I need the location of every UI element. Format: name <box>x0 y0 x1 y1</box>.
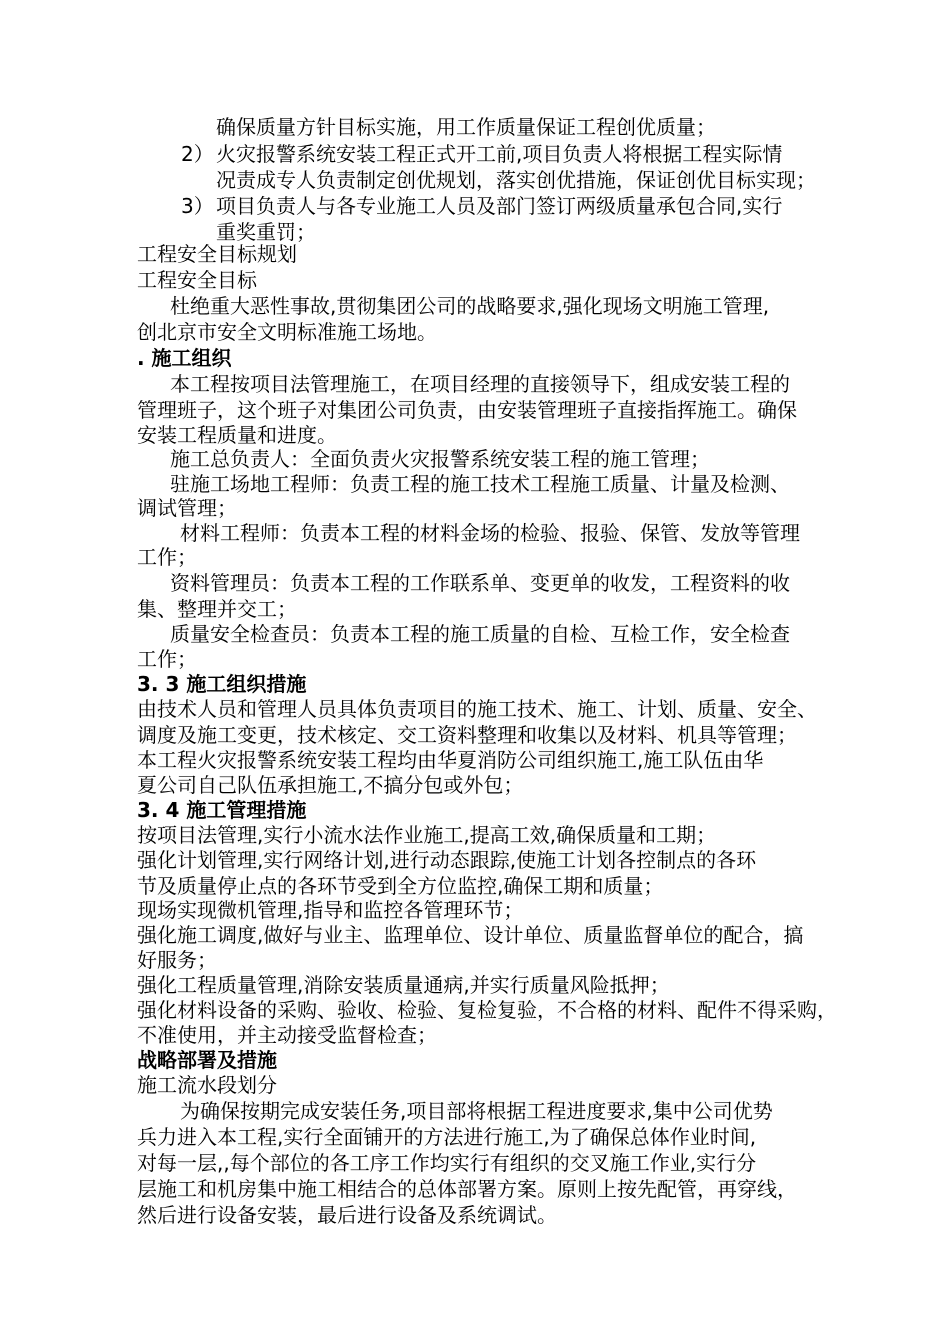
paragraph-line: 然后进行设备安装，最后进行设备及系统调试。 <box>137 1203 557 1227</box>
paragraph-line: 为确保按期完成安装任务,项目部将根据工程进度要求,集中公司优势 <box>180 1099 773 1123</box>
paragraph-line: 由技术人员和管理人员具体负责项目的施工技术、施工、计划、质量、安全、 <box>137 697 817 721</box>
paragraph-line: 质量安全检查员：负责本工程的施工质量的自检、互检工作，安全检查 <box>170 622 790 646</box>
paragraph-line: 好服务； <box>137 948 217 972</box>
list-number: 2） <box>181 142 214 166</box>
paragraph-line: 资料管理员：负责本工程的工作联系单、变更单的收发，工程资料的收 <box>170 571 790 595</box>
section-heading: 施工流水段划分 <box>137 1073 277 1097</box>
paragraph-line: 火灾报警系统安装工程正式开工前,项目负责人将根据工程实际情 <box>216 142 783 166</box>
section-heading: 3. 4 施工管理措施 <box>137 798 307 822</box>
paragraph-line: 强化计划管理,实行网络计划,进行动态跟踪,使施工计划各控制点的各环 <box>137 848 757 872</box>
paragraph-line: 节及质量停止点的各环节受到全方位监控,确保工期和质量； <box>137 874 664 898</box>
paragraph-line: 按项目法管理,实行小流水法作业施工,提高工效,确保质量和工期； <box>137 823 717 847</box>
paragraph-line: 工作； <box>137 545 197 569</box>
paragraph-line: 兵力进入本工程,实行全面铺开的方法进行施工,为了确保总体作业时间, <box>137 1125 757 1149</box>
paragraph-line: 集、整理并交工； <box>137 597 297 621</box>
paragraph-line: 调试管理； <box>137 496 237 520</box>
paragraph-line: 工作； <box>137 647 197 671</box>
paragraph-line: 对每一层,,每个部位的各工序工作均实行有组织的交叉施工作业,实行分 <box>137 1151 757 1175</box>
paragraph-line: 确保质量方针目标实施，用工作质量保证工程创优质量； <box>216 115 716 139</box>
paragraph-line: 强化工程质量管理,消除安装质量通病,并实行质量风险抵押； <box>137 973 670 997</box>
paragraph-line: 强化材料设备的采购、验收、检验、复检复验，不合格的材料、配件不得采购， <box>137 998 837 1022</box>
paragraph-line: 况责成专人负责制定创优规划，落实创优措施，保证创优目标实现； <box>216 168 816 192</box>
paragraph-line: 不准使用，并主动接受监督检查； <box>137 1023 437 1047</box>
paragraph-line: 调度及施工变更，技术核定、交工资料整理和收集以及材料、机具等管理； <box>137 723 797 747</box>
section-heading: 工程安全目标 <box>137 268 257 292</box>
paragraph-line: 施工总负责人：全面负责火灾报警系统安装工程的施工管理； <box>170 447 710 471</box>
paragraph-line: 本工程火灾报警系统安装工程均由华夏消防公司组织施工,施工队伍由华 <box>137 748 764 772</box>
paragraph-line: 驻施工场地工程师：负责工程的施工技术工程施工质量、计量及检测、 <box>170 472 790 496</box>
list-number: 3） <box>181 194 214 218</box>
paragraph-line: 夏公司自己队伍承担施工,不搞分包或外包； <box>137 773 524 797</box>
section-heading: 工程安全目标规划 <box>137 242 297 266</box>
paragraph-line: 重奖重罚； <box>216 220 316 244</box>
paragraph-line: 现场实现微机管理,指导和监控各管理环节； <box>137 898 524 922</box>
paragraph-line: 管理班子，这个班子对集团公司负责，由安装管理班子直接指挥施工。确保 <box>137 398 797 422</box>
paragraph-line: 层施工和机房集中施工相结合的总体部署方案。原则上按先配管，再穿线， <box>137 1177 797 1201</box>
paragraph-line: 安装工程质量和进度。 <box>137 423 337 447</box>
paragraph-line: 强化施工调度,做好与业主、监理单位、设计单位、质量监督单位的配合，搞 <box>137 923 804 947</box>
paragraph-line: 杜绝重大恶性事故,贯彻集团公司的战略要求,强化现场文明施工管理, <box>170 294 770 318</box>
paragraph-line: 项目负责人与各专业施工人员及部门签订两级质量承包合同,实行 <box>216 194 783 218</box>
section-heading: . 施工组织 <box>137 346 232 370</box>
section-heading: 3. 3 施工组织措施 <box>137 672 307 696</box>
section-heading: 战略部署及措施 <box>137 1048 277 1072</box>
paragraph-line: 材料工程师：负责本工程的材料金场的检验、报验、保管、发放等管理 <box>180 521 800 545</box>
paragraph-line: 创北京市安全文明标准施工场地。 <box>137 320 437 344</box>
paragraph-line: 本工程按项目法管理施工，在项目经理的直接领导下，组成安装工程的 <box>170 372 790 396</box>
